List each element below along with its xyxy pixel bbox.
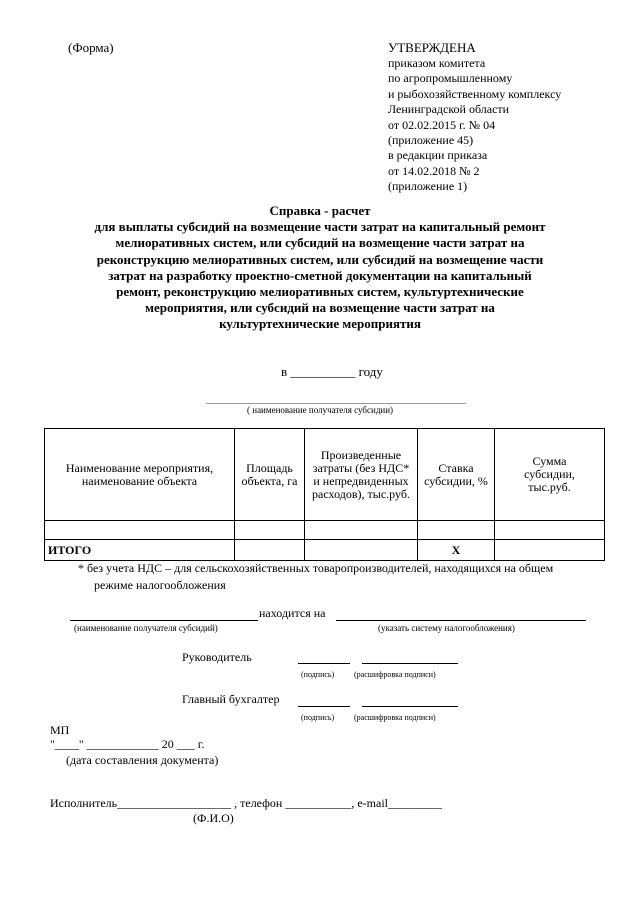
director-label: Руководитель	[182, 650, 252, 664]
footnote-line: * без учета НДС – для сельскохозяйственных товаропроизводителей, находящихся на общем	[78, 561, 554, 575]
approval-line: от 02.02.2015 г. № 04	[388, 117, 496, 132]
table-total-row	[45, 540, 605, 561]
director-decode-field	[362, 663, 458, 664]
approval-block	[388, 40, 561, 195]
date-line: "____" ____________ 20 ___ г.	[50, 737, 205, 751]
accountant-decode-field	[362, 706, 458, 707]
header-cell-rate: Ставка субсидии, %	[418, 429, 495, 521]
director-sign-caption: (подпись)	[301, 670, 335, 679]
title-line: ремонт, реконструкцию мелиоративных систем, культуртехнические	[116, 284, 524, 300]
title-heading: Справка - расчет	[269, 203, 371, 218]
approval-line: в редакции приказа	[388, 148, 488, 163]
accountant-sign-field	[298, 706, 350, 707]
table-cell	[495, 540, 605, 561]
approval-line: (приложение 45)	[388, 133, 474, 148]
header-cell-costs: Произведенные затраты (без НДС* и непредвиденных расходов), тыс.руб.	[305, 429, 418, 521]
approval-line: и рыбохозяйственному комплексу	[388, 86, 562, 101]
accountant-sign-caption: (подпись)	[301, 713, 335, 722]
executor-line: Исполнитель___________________ , телефон ___________, e-mail_________	[50, 796, 442, 810]
recipient-underline	[206, 403, 466, 404]
title-line: затрат на разработку проектно-сметной документации на капитальный	[108, 267, 532, 283]
tax-line-text: находится на	[259, 606, 326, 620]
tax-caption-left: (наименование получателя субсидий)	[74, 623, 218, 633]
tax-system-field	[336, 620, 586, 621]
total-label: ИТОГО	[45, 540, 235, 561]
approval-line: (приложение 1)	[388, 179, 468, 194]
document-title	[60, 203, 580, 333]
executor-caption: (Ф.И.О)	[193, 811, 234, 825]
approval-line: по агропромышленному	[388, 71, 513, 86]
calculation-table	[44, 428, 605, 561]
title-line: мероприятия, или субсидий на возмещение части затрат на	[145, 300, 495, 316]
title-line: культуртехнические мероприятия	[219, 316, 421, 332]
table-cell	[495, 521, 605, 540]
table-cell	[418, 521, 495, 540]
approval-heading: УТВЕРЖДЕНА	[388, 40, 476, 55]
recipient-name-field	[70, 620, 258, 621]
header-cell-area: Площадь объекта, га	[235, 429, 305, 521]
table-row	[45, 521, 605, 540]
header-cell-amount: Сумма субсидии, тыс.руб.	[495, 429, 605, 521]
year-line: в __________ году	[281, 364, 383, 379]
table-header-row	[45, 429, 605, 521]
director-sign-field	[298, 663, 350, 664]
date-caption: (дата составления документа)	[66, 753, 219, 767]
header-cell-activity: Наименование мероприятия, наименование объекта	[45, 429, 235, 521]
table-cell	[305, 540, 418, 561]
approval-line: Ленинградской области	[388, 102, 510, 117]
accountant-label: Главный бухгалтер	[182, 692, 280, 706]
accountant-decode-caption: (расшифровка подписи)	[354, 713, 436, 722]
title-line: для выплаты субсидий на возмещение части затрат на капитальный ремонт	[94, 219, 546, 235]
table-cell	[235, 521, 305, 540]
table-cell	[45, 521, 235, 540]
title-line: мелиоративных систем, или субсидий на возмещение части затрат на	[115, 235, 525, 251]
table-cell	[305, 521, 418, 540]
title-line: реконструкцию мелиоративных систем, или субсидий на возмещение части	[96, 251, 544, 267]
tax-caption-right: (указать систему налогообложения)	[378, 623, 515, 633]
total-rate-mark: Х	[418, 540, 495, 561]
approval-line: от 14.02.2018 № 2	[388, 163, 480, 178]
recipient-caption: ( наименование получателя субсидии)	[247, 405, 394, 415]
director-decode-caption: (расшифровка подписи)	[354, 670, 436, 679]
footnote-line: режиме налогообложения	[94, 578, 226, 592]
stamp-mark: МП	[50, 723, 70, 737]
table-cell	[235, 540, 305, 561]
approval-line: приказом комитета	[388, 56, 486, 70]
form-label: (Форма)	[68, 40, 114, 55]
